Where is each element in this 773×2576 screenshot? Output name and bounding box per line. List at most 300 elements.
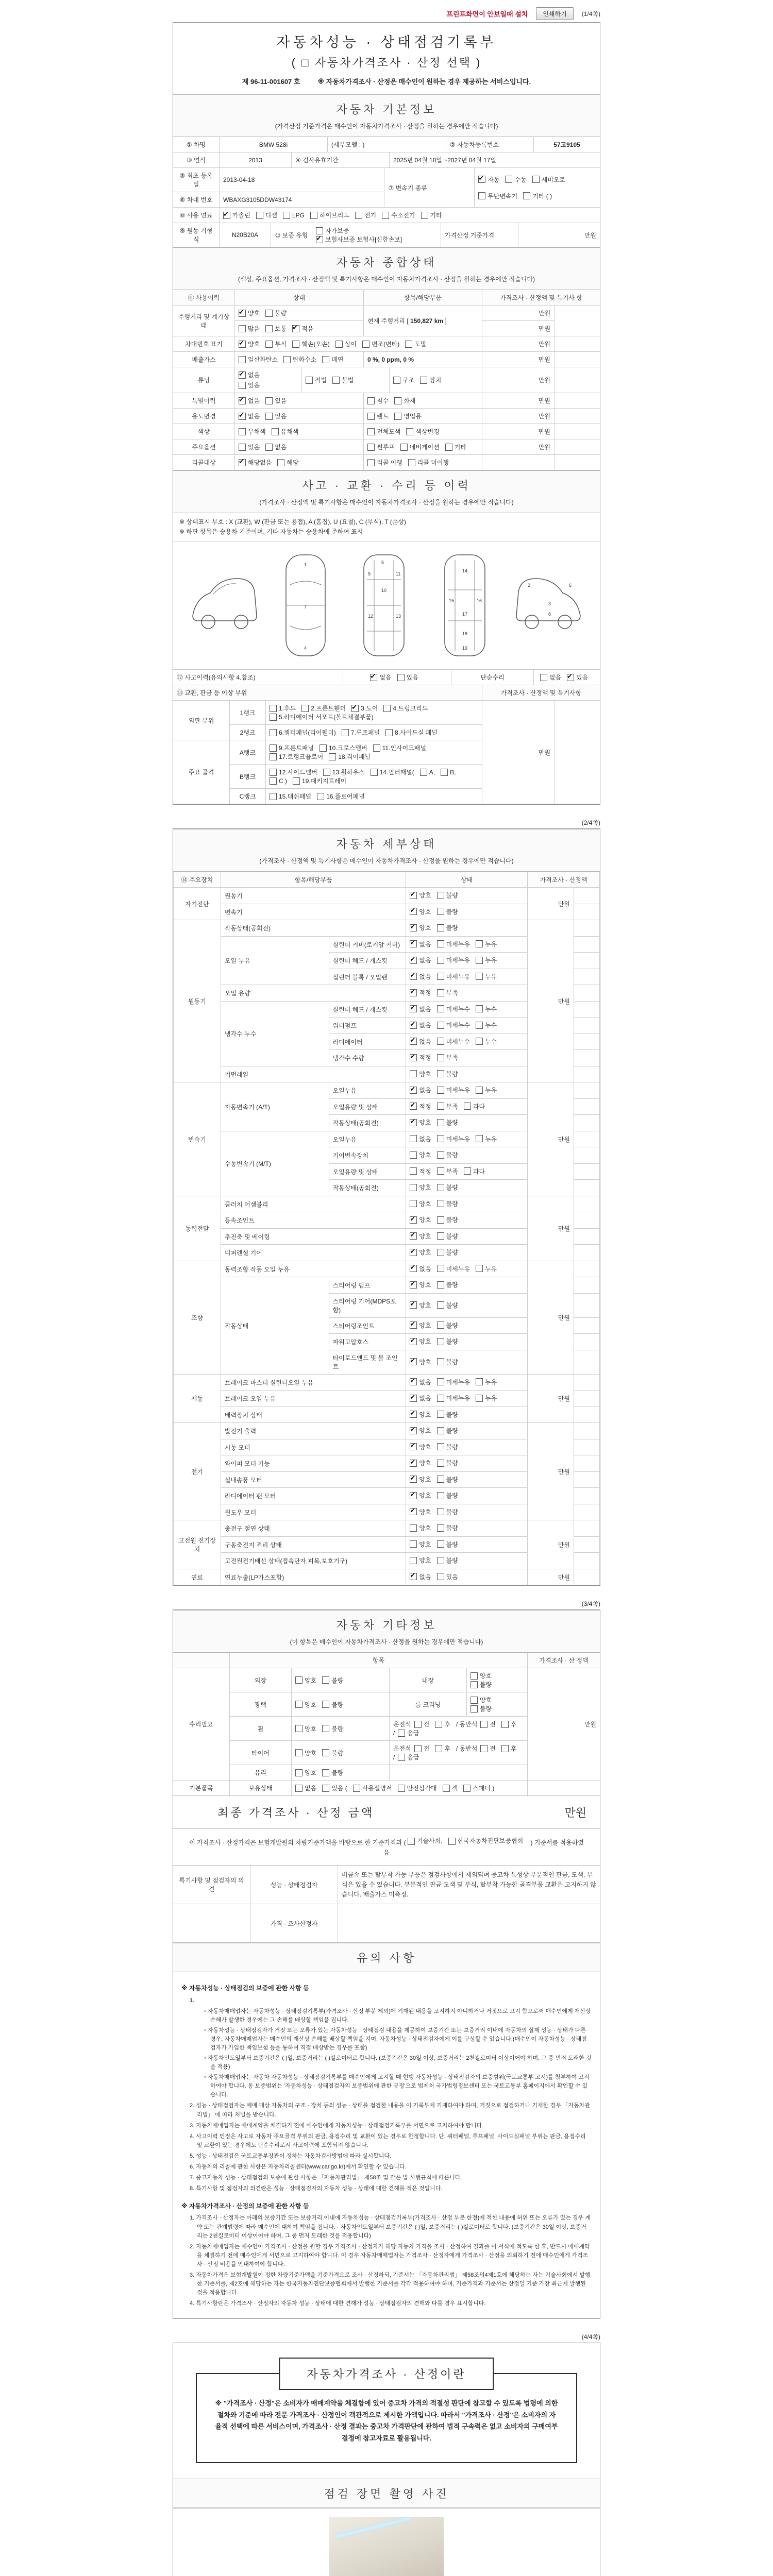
checkbox-option[interactable]: ✔ 양호 [410, 1507, 431, 1516]
checkbox-option[interactable]: 잭 [443, 1784, 458, 1792]
checkbox-icon[interactable] [437, 1524, 444, 1532]
checkbox-icon[interactable] [383, 705, 391, 712]
checkbox-option[interactable]: 미세누유 [437, 1264, 470, 1273]
checkbox-option[interactable]: 불량 [437, 1070, 458, 1078]
checkbox-icon[interactable] [316, 236, 323, 243]
checkbox-icon[interactable] [410, 1508, 417, 1515]
checkbox-icon[interactable] [437, 1378, 444, 1385]
checkbox-icon[interactable] [394, 397, 401, 404]
checkbox-icon[interactable] [410, 1321, 417, 1329]
checkbox-icon[interactable] [272, 428, 279, 435]
checkbox-option[interactable]: 불량 [322, 1724, 343, 1733]
checkbox-option[interactable]: 있음 [397, 673, 418, 682]
checkbox-option[interactable]: ✔ 없음 [410, 1037, 431, 1046]
checkbox-option[interactable]: ✔ 없음 [370, 673, 391, 682]
checkbox-option[interactable]: 미세누유 [437, 972, 470, 981]
checkbox-option[interactable]: 유채색 [272, 427, 299, 436]
checkbox-icon[interactable] [295, 1701, 303, 1708]
checkbox-icon[interactable] [239, 382, 246, 389]
checkbox-option[interactable]: ✔ 가솔린 [223, 211, 250, 219]
checkbox-option[interactable]: ✔ 없음 [410, 1264, 431, 1273]
checkbox-option[interactable]: ✔ 양호 [410, 1443, 431, 1451]
checkbox-icon[interactable] [437, 1038, 444, 1045]
checkbox-option[interactable]: 응급 [398, 1728, 419, 1737]
checkbox-icon[interactable] [322, 1749, 329, 1756]
checkbox-option[interactable]: A, [420, 769, 435, 776]
checkbox-option[interactable]: ✔ 없음 [410, 1572, 431, 1581]
checkbox-icon[interactable] [256, 212, 263, 219]
checkbox-icon[interactable] [410, 1460, 417, 1467]
checkbox-icon[interactable] [410, 1249, 417, 1256]
checkbox-icon[interactable] [410, 957, 417, 964]
checkbox-icon[interactable] [362, 341, 369, 348]
checkbox-icon[interactable] [406, 428, 413, 435]
checkbox-icon[interactable] [437, 1200, 444, 1207]
checkbox-option[interactable]: 미세누유 [437, 956, 470, 964]
checkbox-option[interactable]: 과다 [464, 1102, 485, 1111]
checkbox-icon[interactable] [437, 1167, 444, 1175]
checkbox-option[interactable]: ✔ 양호 [410, 1426, 431, 1435]
checkbox-icon[interactable] [476, 973, 483, 980]
checkbox-option[interactable]: 8.사이드실 패널 [385, 728, 438, 737]
checkbox-icon[interactable] [476, 1005, 483, 1012]
checkbox-option[interactable]: 기술사회, [408, 1836, 443, 1846]
checkbox-icon[interactable] [523, 192, 530, 199]
checkbox-icon[interactable] [277, 459, 284, 466]
checkbox-icon[interactable] [421, 212, 428, 219]
checkbox-icon[interactable] [410, 1476, 417, 1483]
checkbox-icon[interactable] [323, 769, 330, 776]
checkbox-icon[interactable] [437, 1184, 444, 1191]
checkbox-option[interactable]: ✔ 해당없음 [239, 458, 272, 467]
checkbox-option[interactable]: ✔ 양호 [410, 891, 431, 900]
checkbox-icon[interactable] [410, 1038, 417, 1045]
checkbox-icon[interactable] [270, 793, 277, 800]
checkbox-option[interactable]: 부족 [437, 1102, 458, 1111]
checkbox-icon[interactable] [335, 341, 343, 348]
checkbox-icon[interactable] [239, 444, 246, 451]
checkbox-icon[interactable] [437, 1151, 444, 1159]
checkbox-icon[interactable] [410, 1540, 417, 1548]
checkbox-option[interactable]: 일산화탄소 [239, 355, 278, 364]
checkbox-option[interactable]: 10.크로스멤버 [320, 743, 367, 752]
checkbox-option[interactable]: 기타 [445, 443, 466, 451]
checkbox-icon[interactable] [367, 428, 375, 435]
checkbox-option[interactable]: 18.리어패널 [329, 752, 371, 761]
checkbox-option[interactable]: 16.플로어패널 [317, 792, 365, 801]
checkbox-icon[interactable] [410, 1411, 417, 1418]
checkbox-option[interactable]: 있음 [239, 443, 260, 451]
checkbox-option[interactable]: ✔ 보험사보증 보험사[신한손보] [316, 235, 402, 244]
checkbox-option[interactable]: 전 [480, 1720, 496, 1728]
checkbox-option[interactable]: 불량 [437, 1556, 458, 1565]
checkbox-icon[interactable] [443, 1785, 450, 1792]
checkbox-option[interactable]: ✔ 없음 [410, 1394, 431, 1402]
checkbox-option[interactable]: 불량 [437, 1358, 458, 1366]
checkbox-icon[interactable] [382, 212, 389, 219]
checkbox-option[interactable]: 불량 [437, 1301, 458, 1310]
checkbox-option[interactable]: 미세누유 [437, 1394, 470, 1402]
checkbox-icon[interactable] [437, 1411, 444, 1418]
checkbox-option[interactable]: 미세누유 [437, 1134, 470, 1143]
checkbox-icon[interactable] [437, 1216, 444, 1224]
checkbox-option[interactable]: 세미오토 [532, 175, 565, 184]
checkbox-option[interactable]: ✔ 있음 [567, 673, 588, 682]
checkbox-icon[interactable] [476, 940, 483, 947]
checkbox-icon[interactable] [464, 1103, 471, 1110]
checkbox-icon[interactable] [437, 1460, 444, 1467]
checkbox-option[interactable]: 불량 [437, 907, 458, 916]
checkbox-option[interactable]: 해당 [277, 458, 298, 467]
checkbox-option[interactable]: 자가보증 [316, 226, 349, 235]
checkbox-option[interactable]: 양호 [295, 1724, 316, 1733]
checkbox-icon[interactable] [239, 325, 246, 332]
checkbox-icon[interactable] [317, 793, 324, 800]
checkbox-option[interactable]: 양호 [410, 1540, 431, 1549]
checkbox-option[interactable]: 수소전기 [382, 211, 415, 219]
checkbox-icon[interactable] [437, 1427, 444, 1434]
checkbox-icon[interactable] [414, 1721, 422, 1728]
checkbox-icon[interactable] [398, 1785, 405, 1792]
checkbox-option[interactable]: ✔ 양호 [410, 1232, 431, 1241]
checkbox-icon[interactable] [322, 1725, 329, 1732]
checkbox-option[interactable]: 불량 [437, 1321, 458, 1330]
checkbox-icon[interactable] [476, 1087, 483, 1094]
checkbox-option[interactable]: 불량 [437, 923, 458, 932]
checkbox-icon[interactable] [373, 744, 380, 752]
checkbox-icon[interactable] [398, 1754, 405, 1761]
checkbox-option[interactable]: ✔ 없음 [410, 940, 431, 948]
checkbox-icon[interactable] [437, 1281, 444, 1289]
checkbox-option[interactable]: 불량 [322, 1768, 343, 1777]
checkbox-option[interactable]: 렌트 [367, 412, 389, 420]
checkbox-option[interactable]: 변조(변타) [362, 340, 399, 348]
checkbox-option[interactable]: 1.후드 [270, 704, 296, 713]
checkbox-option[interactable]: 불량 [322, 1749, 343, 1757]
checkbox-option[interactable]: 전기 [355, 211, 376, 219]
checkbox-option[interactable]: 5.라디에이터 서포트(볼트체결부품) [270, 713, 374, 721]
checkbox-option[interactable]: ✔ 양호 [410, 1118, 431, 1127]
checkbox-icon[interactable] [239, 356, 246, 363]
checkbox-icon[interactable] [437, 1022, 444, 1029]
checkbox-option[interactable]: 불량 [470, 1680, 492, 1689]
checkbox-icon[interactable] [410, 1358, 417, 1365]
checkbox-option[interactable]: 14.필러패널( [371, 768, 414, 776]
checkbox-icon[interactable] [470, 1705, 478, 1713]
print-button[interactable]: 인쇄하기 [536, 7, 573, 20]
checkbox-option[interactable]: 누수 [476, 1005, 497, 1013]
checkbox-option[interactable]: ✔ 없음 [239, 370, 260, 379]
checkbox-icon[interactable] [437, 892, 444, 899]
checkbox-icon[interactable] [410, 1395, 417, 1402]
checkbox-icon[interactable] [410, 1338, 417, 1345]
checkbox-icon[interactable] [410, 1005, 417, 1012]
checkbox-icon[interactable] [322, 1785, 329, 1792]
checkbox-option[interactable]: ✔ 양호 [239, 309, 260, 317]
checkbox-icon[interactable] [410, 1557, 417, 1564]
checkbox-option[interactable]: 없음 [410, 1134, 431, 1143]
checkbox-option[interactable]: 9.프론트패널 [270, 743, 314, 752]
checkbox-icon[interactable] [265, 397, 273, 404]
checkbox-icon[interactable] [445, 444, 452, 451]
checkbox-option[interactable]: 매연 [322, 355, 343, 364]
checkbox-icon[interactable] [367, 413, 375, 420]
checkbox-option[interactable]: ✔ 없음 [410, 1021, 431, 1029]
checkbox-option[interactable]: 불량 [265, 309, 287, 317]
checkbox-option[interactable]: 4.트렁크리드 [383, 704, 428, 713]
checkbox-icon[interactable] [414, 1745, 422, 1752]
checkbox-option[interactable]: 양호 [295, 1768, 316, 1777]
checkbox-icon[interactable] [464, 1167, 471, 1175]
checkbox-icon[interactable] [476, 1265, 483, 1272]
checkbox-icon[interactable] [239, 310, 246, 317]
checkbox-icon[interactable] [437, 1054, 444, 1061]
checkbox-option[interactable]: 2.프론트휀더 [301, 704, 346, 713]
checkbox-icon[interactable] [437, 1540, 444, 1548]
checkbox-icon[interactable] [410, 940, 417, 947]
checkbox-option[interactable]: 불량 [437, 1215, 458, 1224]
checkbox-option[interactable]: 전 [414, 1720, 430, 1728]
checkbox-option[interactable]: 양호 [470, 1671, 492, 1680]
checkbox-icon[interactable] [393, 377, 400, 384]
checkbox-option[interactable]: 색상변경 [406, 427, 439, 436]
checkbox-icon[interactable] [295, 1725, 303, 1732]
checkbox-icon[interactable] [306, 377, 313, 384]
checkbox-option[interactable]: 수동 [505, 175, 526, 184]
checkbox-icon[interactable] [400, 444, 408, 451]
checkbox-icon[interactable] [476, 1135, 483, 1142]
checkbox-icon[interactable] [410, 1119, 417, 1126]
checkbox-option[interactable]: 불량 [437, 1426, 458, 1435]
checkbox-icon[interactable] [351, 705, 359, 712]
checkbox-icon[interactable] [437, 1492, 444, 1499]
checkbox-icon[interactable] [367, 444, 375, 451]
checkbox-icon[interactable] [435, 1721, 442, 1728]
checkbox-icon[interactable] [292, 325, 299, 332]
checkbox-icon[interactable] [410, 1167, 417, 1175]
checkbox-icon[interactable] [410, 1216, 417, 1224]
checkbox-icon[interactable] [437, 1395, 444, 1402]
checkbox-icon[interactable] [410, 1070, 417, 1077]
checkbox-option[interactable]: ✔ 양호 [410, 1459, 431, 1467]
checkbox-option[interactable]: ✔ 양호 [410, 1475, 431, 1484]
checkbox-icon[interactable] [270, 729, 277, 736]
checkbox-option[interactable]: 있음 ( [322, 1784, 347, 1792]
checkbox-option[interactable]: 양호 [295, 1749, 316, 1757]
checkbox-option[interactable]: 탄화수소 [283, 355, 316, 364]
checkbox-option[interactable]: 네비게이션 [400, 443, 440, 451]
checkbox-icon[interactable] [371, 769, 378, 776]
checkbox-option[interactable]: ✔ 양호 [410, 1215, 431, 1224]
checkbox-option[interactable]: 6.쿼터패널(리어휀더) [270, 728, 336, 737]
checkbox-option[interactable]: 상이 [335, 340, 357, 348]
checkbox-icon[interactable] [410, 1378, 417, 1385]
checkbox-option[interactable]: 불량 [437, 1199, 458, 1208]
checkbox-icon[interactable] [437, 1508, 444, 1515]
checkbox-icon[interactable] [463, 1785, 470, 1792]
checkbox-option[interactable]: 17.트렁크플로어 [270, 752, 323, 761]
checkbox-option[interactable]: 불량 [437, 1459, 458, 1467]
checkbox-option[interactable]: 불량 [437, 1248, 458, 1257]
checkbox-icon[interactable] [239, 428, 246, 435]
checkbox-option[interactable]: 7.루프패널 [342, 728, 380, 737]
checkbox-icon[interactable] [476, 1378, 483, 1385]
checkbox-option[interactable]: ✔ 양호 [410, 1248, 431, 1257]
checkbox-option[interactable]: 침수 [367, 396, 389, 405]
checkbox-icon[interactable] [410, 1301, 417, 1309]
checkbox-option[interactable]: 불량 [437, 1118, 458, 1127]
checkbox-icon[interactable] [410, 1573, 417, 1580]
checkbox-icon[interactable] [437, 924, 444, 931]
checkbox-icon[interactable] [265, 325, 273, 332]
checkbox-option[interactable]: 양호 [295, 1700, 316, 1709]
checkbox-option[interactable]: 없음 [295, 1784, 316, 1792]
checkbox-option[interactable]: ✔ 적정 [410, 1053, 431, 1062]
checkbox-icon[interactable] [410, 1443, 417, 1450]
checkbox-icon[interactable] [410, 1200, 417, 1207]
checkbox-icon[interactable] [355, 212, 362, 219]
checkbox-icon[interactable] [353, 1785, 360, 1792]
checkbox-icon[interactable] [295, 1785, 303, 1792]
checkbox-icon[interactable] [410, 989, 417, 996]
checkbox-icon[interactable] [410, 1103, 417, 1110]
checkbox-option[interactable]: 후 [435, 1744, 450, 1753]
checkbox-icon[interactable] [410, 1151, 417, 1159]
checkbox-option[interactable]: 불량 [470, 1704, 492, 1713]
checkbox-icon[interactable] [410, 1232, 417, 1240]
checkbox-option[interactable]: ✔ 적정 [410, 1102, 431, 1111]
checkbox-icon[interactable] [223, 212, 230, 219]
checkbox-option[interactable]: 미세누유 [437, 1378, 470, 1386]
checkbox-icon[interactable] [470, 1697, 478, 1704]
checkbox-icon[interactable] [441, 769, 448, 776]
checkbox-option[interactable]: 전 [480, 1744, 496, 1753]
checkbox-option[interactable]: 불량 [437, 1183, 458, 1192]
checkbox-icon[interactable] [394, 413, 401, 420]
checkbox-icon[interactable] [476, 1395, 483, 1402]
checkbox-icon[interactable] [505, 176, 512, 183]
checkbox-option[interactable]: 있음 [437, 1572, 458, 1581]
checkbox-option[interactable]: ✔ 적음 [292, 324, 313, 333]
checkbox-option[interactable]: 없음 [540, 673, 561, 682]
checkbox-option[interactable]: 부식 [265, 340, 287, 348]
checkbox-option[interactable]: 불량 [437, 1491, 458, 1500]
checkbox-option[interactable]: 사용설명서 [353, 1784, 392, 1792]
checkbox-icon[interactable] [437, 1005, 444, 1012]
checkbox-option[interactable]: ✔ 양호 [410, 1337, 431, 1346]
print-help-link[interactable]: 프린트화면이 안보일때 설치 [446, 10, 528, 18]
checkbox-option[interactable]: ✔ 자동 [478, 175, 499, 184]
checkbox-option[interactable]: 누수 [476, 1021, 497, 1029]
checkbox-icon[interactable] [370, 674, 377, 681]
checkbox-icon[interactable] [322, 1701, 329, 1708]
checkbox-icon[interactable] [532, 176, 540, 183]
checkbox-icon[interactable] [295, 1749, 303, 1756]
checkbox-icon[interactable] [410, 973, 417, 980]
checkbox-option[interactable]: ✔ 적정 [410, 988, 431, 997]
checkbox-icon[interactable] [437, 908, 444, 915]
checkbox-icon[interactable] [270, 744, 277, 752]
checkbox-icon[interactable] [397, 674, 405, 681]
checkbox-option[interactable]: 양호 [295, 1676, 316, 1685]
checkbox-icon[interactable] [408, 1838, 415, 1845]
checkbox-icon[interactable] [270, 777, 277, 785]
checkbox-icon[interactable] [410, 908, 417, 915]
checkbox-option[interactable]: C ) [270, 777, 287, 785]
checkbox-option[interactable]: 누유 [476, 940, 497, 948]
checkbox-icon[interactable] [270, 705, 277, 712]
checkbox-option[interactable]: 부족 [437, 988, 458, 997]
checkbox-icon[interactable] [342, 729, 349, 736]
checkbox-option[interactable]: ✔ 양호 [410, 1410, 431, 1419]
checkbox-icon[interactable] [265, 413, 273, 420]
checkbox-option[interactable]: 전체도색 [367, 427, 400, 436]
checkbox-icon[interactable] [405, 341, 412, 348]
checkbox-option[interactable]: 미세누유 [437, 940, 470, 948]
checkbox-option[interactable]: 화재 [394, 396, 415, 405]
checkbox-icon[interactable] [501, 1745, 509, 1752]
checkbox-option[interactable]: 과다 [464, 1167, 485, 1176]
checkbox-option[interactable]: 누유 [476, 972, 497, 981]
checkbox-option[interactable]: 불량 [437, 1523, 458, 1532]
checkbox-icon[interactable] [410, 1022, 417, 1029]
checkbox-option[interactable]: 구조 [393, 376, 414, 384]
checkbox-icon[interactable] [470, 1672, 478, 1680]
checkbox-option[interactable]: 양호 [410, 1556, 431, 1565]
checkbox-option[interactable]: 장치 [420, 376, 441, 384]
checkbox-option[interactable]: 보통 [265, 324, 287, 333]
checkbox-option[interactable]: 불법 [332, 376, 354, 384]
checkbox-option[interactable]: 리콜 이행 [367, 458, 402, 467]
checkbox-option[interactable]: 기타 [421, 211, 442, 219]
checkbox-option[interactable]: 있음 [239, 381, 260, 389]
checkbox-option[interactable]: ✔ 없음 [239, 396, 260, 405]
checkbox-option[interactable]: 불량 [437, 1475, 458, 1484]
checkbox-option[interactable]: 있음 [265, 396, 287, 405]
checkbox-option[interactable]: 양호 [410, 1199, 431, 1208]
checkbox-option[interactable]: ✔ 양호 [410, 1280, 431, 1289]
checkbox-icon[interactable] [367, 397, 375, 404]
checkbox-option[interactable]: 미세누유 [437, 1086, 470, 1094]
checkbox-icon[interactable] [437, 1573, 444, 1580]
checkbox-icon[interactable] [476, 1038, 483, 1045]
checkbox-icon[interactable] [437, 1358, 444, 1365]
checkbox-icon[interactable] [292, 341, 299, 348]
checkbox-option[interactable]: ✔ 없음 [410, 972, 431, 981]
checkbox-icon[interactable] [410, 1524, 417, 1532]
checkbox-icon[interactable] [239, 413, 246, 420]
checkbox-option[interactable]: 불량 [437, 1540, 458, 1549]
checkbox-option[interactable]: ✔ 없음 [410, 1005, 431, 1013]
checkbox-option[interactable]: ✔ 없음 [410, 1086, 431, 1094]
checkbox-option[interactable]: ✔ 양호 [410, 1301, 431, 1310]
checkbox-icon[interactable] [295, 1769, 303, 1776]
checkbox-icon[interactable] [470, 1681, 478, 1688]
checkbox-option[interactable]: ✔ 양호 [410, 1491, 431, 1500]
checkbox-option[interactable]: 누유 [476, 1394, 497, 1402]
checkbox-option[interactable]: 누유 [476, 956, 497, 964]
checkbox-option[interactable]: 부족 [437, 1053, 458, 1062]
checkbox-icon[interactable] [437, 940, 444, 947]
checkbox-icon[interactable] [437, 973, 444, 980]
checkbox-icon[interactable] [567, 674, 574, 681]
checkbox-option[interactable]: 없음 [265, 443, 287, 451]
checkbox-icon[interactable] [398, 1730, 405, 1737]
checkbox-icon[interactable] [410, 1265, 417, 1272]
checkbox-option[interactable]: 후 [501, 1720, 517, 1728]
checkbox-icon[interactable] [322, 1676, 329, 1684]
checkbox-icon[interactable] [385, 729, 393, 736]
